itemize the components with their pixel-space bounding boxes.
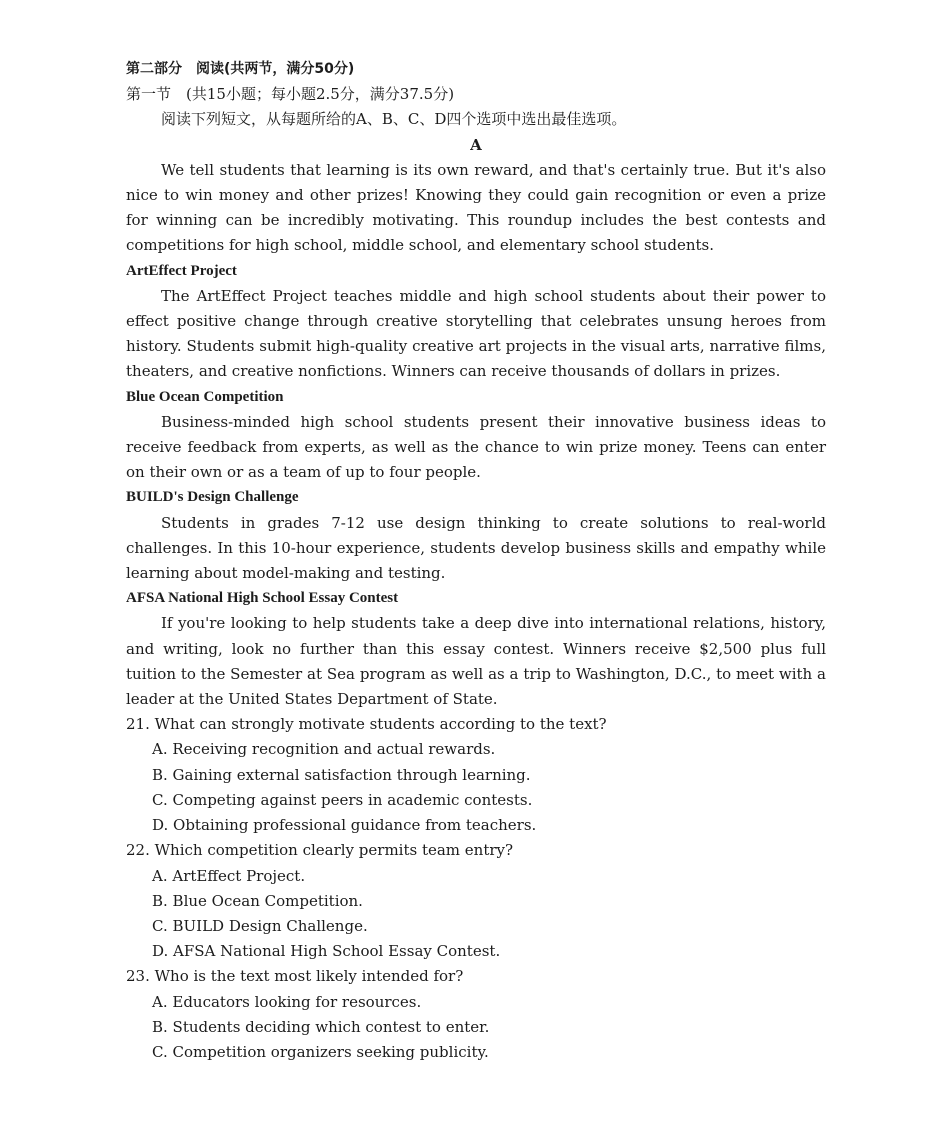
section-text: The ArtEffect Project teaches middle and high school students about their power to effect positive change through creative storytelling that celebrates unsung heroes from history. Students submit high-quality creative art projects in the visual arts, narrative films, theaters, and creative nonfictions. Winners can receive thousands of dollars in prizes. bbox=[126, 286, 826, 381]
section-heading: AFSA National High School Essay Contest bbox=[126, 590, 399, 607]
contest-section bbox=[126, 259, 826, 385]
option: B. Students deciding which contest to enter. bbox=[152, 1017, 490, 1036]
contest-section bbox=[126, 485, 826, 586]
option: C. BUILD Design Challenge. bbox=[152, 916, 368, 935]
question-block bbox=[126, 964, 826, 1065]
intro-paragraph: We tell students that learning is its own reward, and that's certainly true. But it's also nice to win money and other prizes! Knowing they could gain recognition or even a prize for winning can be incredibly motivating. This roundup includes the best contests and competitions for high school, middle school, and elementary school students. bbox=[126, 160, 826, 255]
question-stem: 22. Which competition clearly permits team entry? bbox=[126, 841, 514, 860]
section-heading: ArtEffect Project bbox=[126, 262, 237, 279]
option: A. Educators looking for resources. bbox=[152, 992, 422, 1011]
option: C. Competing against peers in academic contests. bbox=[152, 790, 533, 809]
option: B. Blue Ocean Competition. bbox=[152, 891, 363, 910]
section-text: Business-minded high school students present their innovative business ideas to receive feedback from experts, as well as the chance to win prize money. Teens can enter on their own or as a team of up to four people. bbox=[126, 412, 826, 482]
option: A. Receiving recognition and actual rewards. bbox=[152, 740, 496, 759]
section-text: If you're looking to help students take a deep dive into international relations, history, and writing, look no further than this essay contest. Winners receive $2,500 plus full tuition to the Semester at Sea program as well as a trip to Washington, D.C., to meet with a leader at the United States Department of State. bbox=[126, 614, 826, 709]
section-title: 第一节 (共15小题；每小题2.5分，满分37.5分) bbox=[126, 85, 455, 104]
option: A. ArtEffect Project. bbox=[152, 866, 306, 885]
question-stem: 21. What can strongly motivate students according to the text? bbox=[126, 715, 607, 734]
option: D. Obtaining professional guidance from teachers. bbox=[152, 816, 537, 835]
question-block bbox=[126, 838, 826, 964]
option: C. Competition organizers seeking publicity. bbox=[152, 1042, 489, 1061]
question-block bbox=[126, 712, 826, 838]
section-heading: Blue Ocean Competition bbox=[126, 388, 284, 405]
option: B. Gaining external satisfaction through learning. bbox=[152, 765, 531, 784]
question-stem: 23. Who is the text most likely intended for? bbox=[126, 967, 464, 986]
passage-letter: A bbox=[470, 135, 482, 154]
contest-section bbox=[126, 586, 826, 712]
instruction: 阅读下列短文，从每题所给的A、B、C、D四个选项中选出最佳选项。 bbox=[161, 110, 627, 129]
section-heading: BUILD's Design Challenge bbox=[126, 489, 299, 506]
section-text: Students in grades 7-12 use design thinking to create solutions to real-world challenges. In this 10-hour experience, students develop business skills and empathy while learning about model-making and testing. bbox=[126, 513, 826, 583]
exam-page bbox=[126, 57, 826, 1065]
contest-section bbox=[126, 385, 826, 486]
part-title: 第二部分 阅读(共两节，满分50分) bbox=[126, 61, 355, 77]
option: D. AFSA National High School Essay Contest. bbox=[152, 942, 501, 961]
